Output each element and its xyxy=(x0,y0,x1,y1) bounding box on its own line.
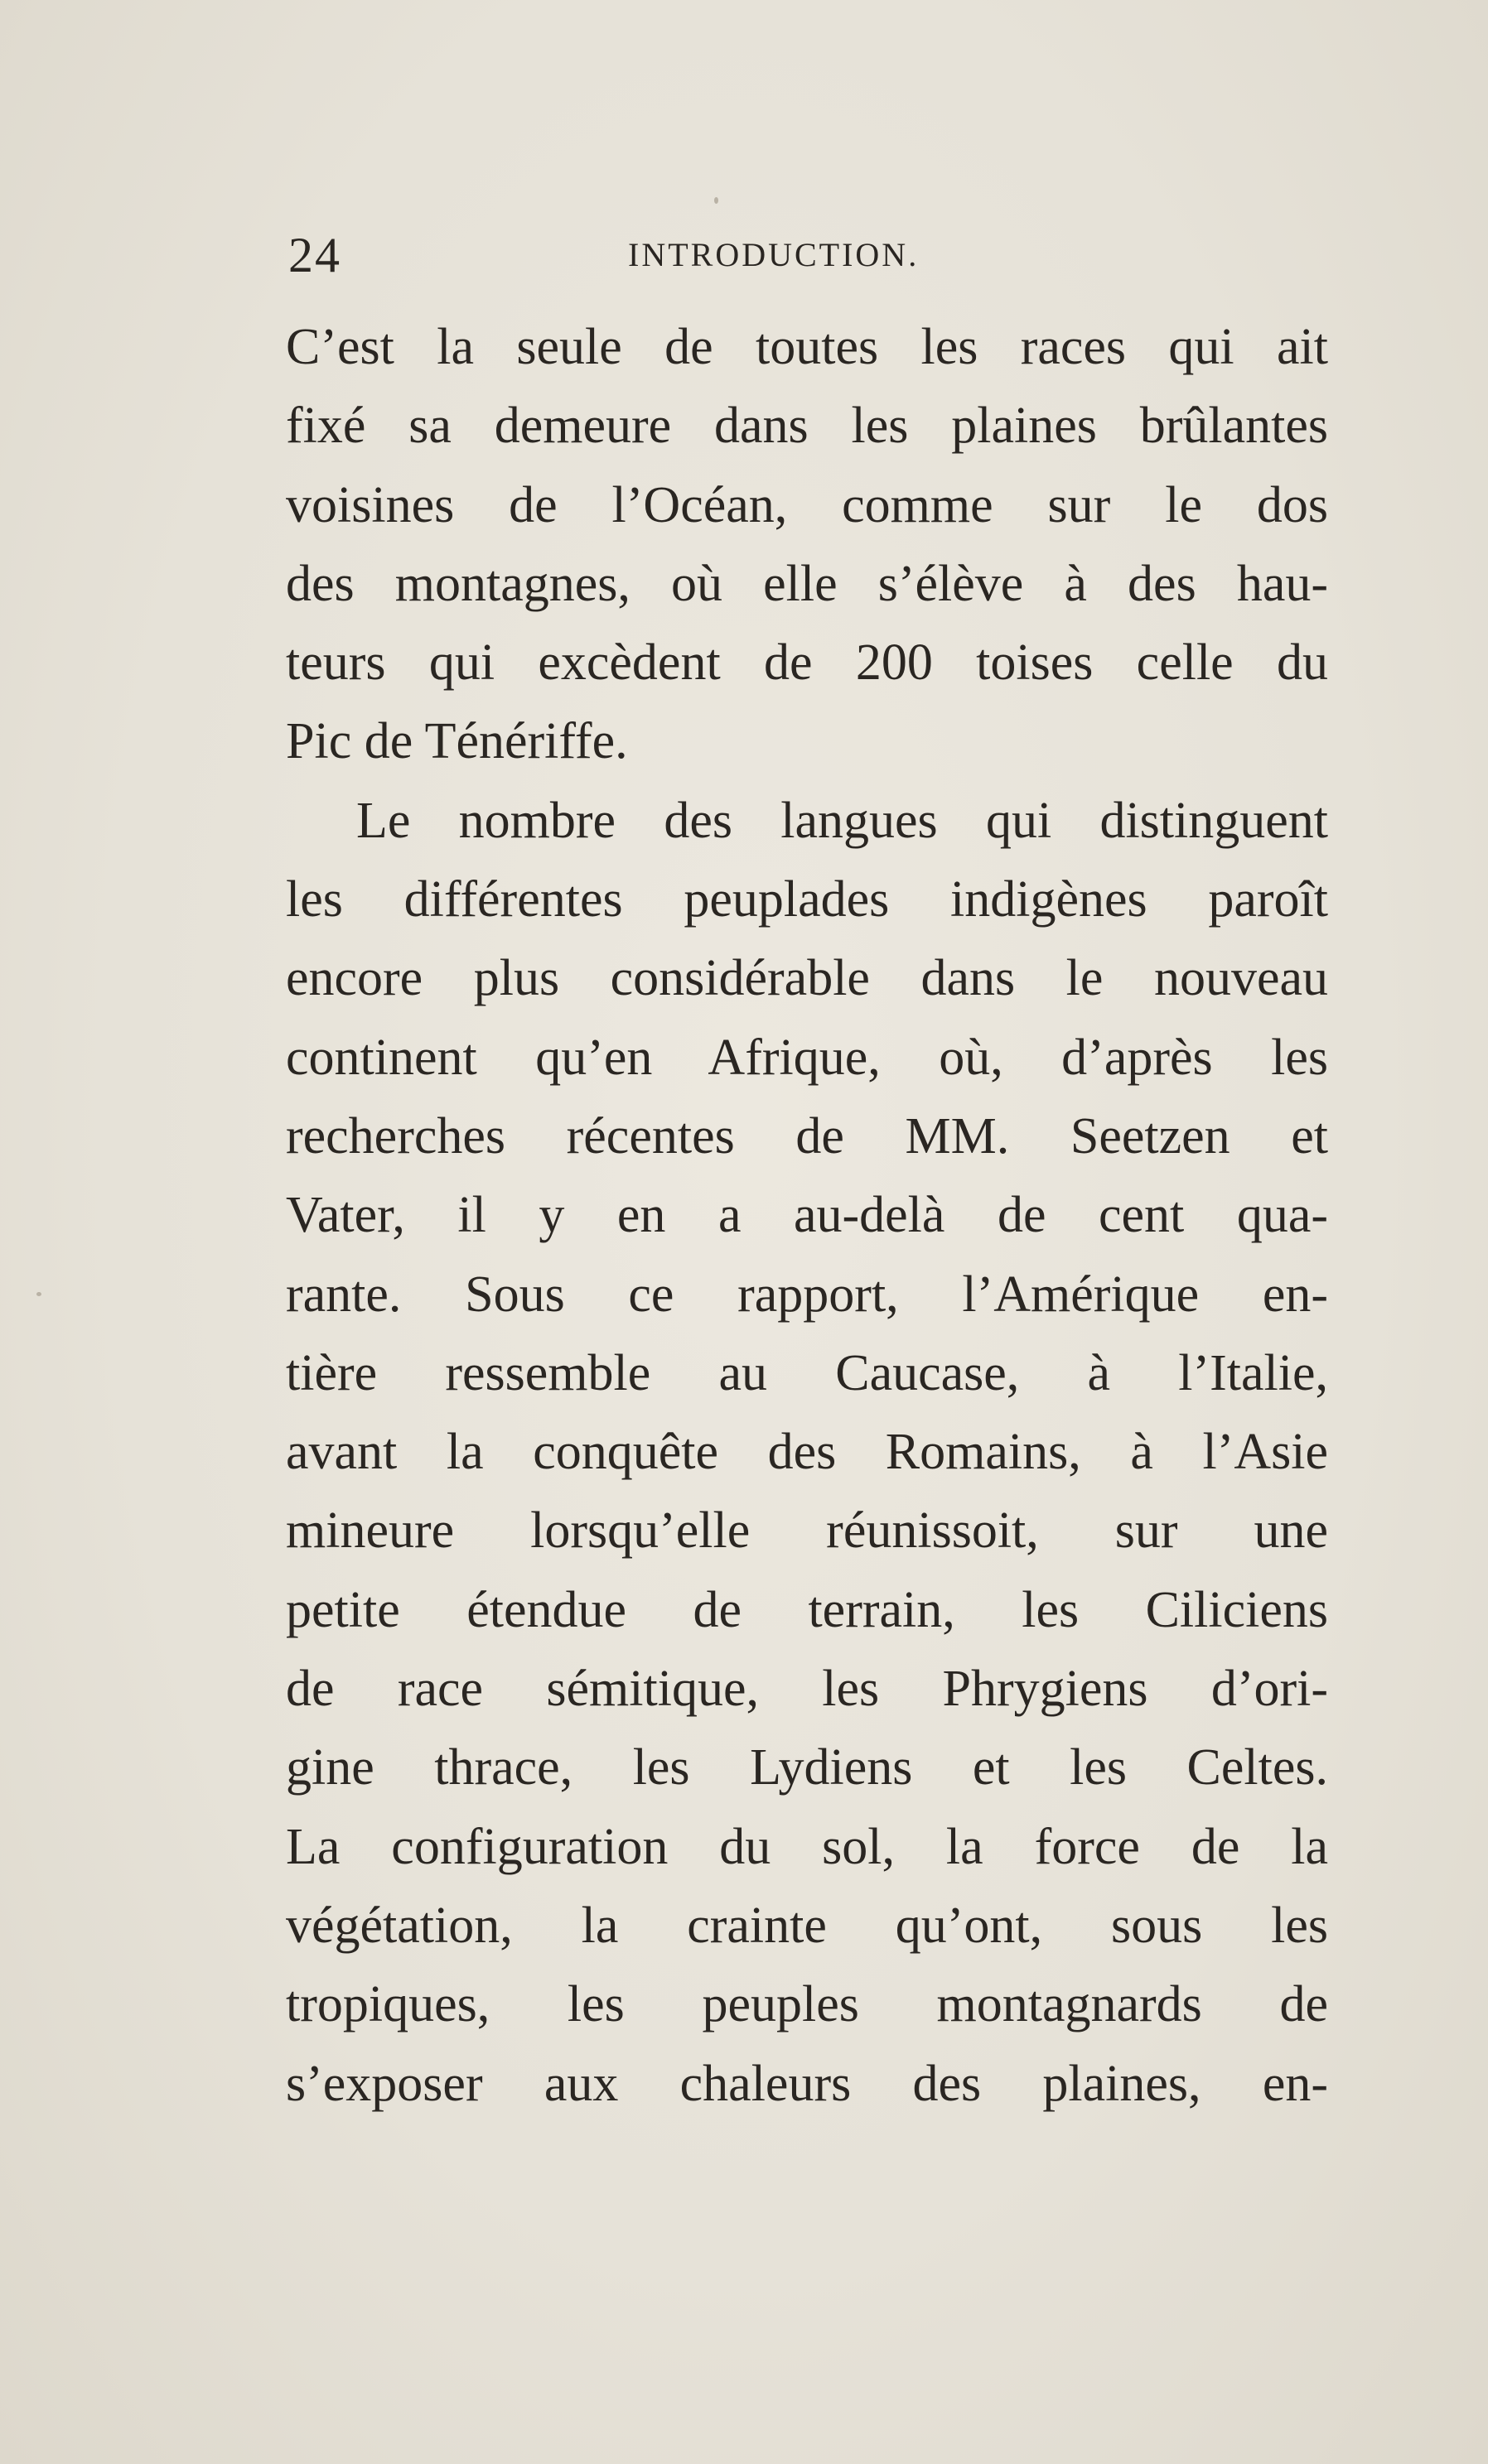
text-line: s’exposer aux chaleurs des plaines, en- xyxy=(286,2055,1328,2112)
running-head xyxy=(288,222,1341,288)
text-line: avant la conquête des Romains, à l’Asie xyxy=(286,1424,1328,1481)
text-line: Pic de Ténériffe. xyxy=(286,713,628,770)
text-line: petite étendue de terrain, les Ciliciens xyxy=(286,1581,1328,1638)
paper-speck xyxy=(36,1292,41,1296)
paper-speck xyxy=(714,197,718,204)
page-number: 24 xyxy=(288,228,341,282)
text-line: voisines de l’Océan, comme sur le dos xyxy=(286,476,1328,533)
running-head-title: INTRODUCTION. xyxy=(628,236,920,273)
text-line: Le nombre des langues qui distinguent xyxy=(356,792,1328,849)
text-line: gine thrace, les Lydiens et les Celtes. xyxy=(286,1739,1328,1796)
text-line: de race sémitique, les Phrygiens d’ori- xyxy=(286,1661,1328,1718)
text-line: végétation, la crainte qu’ont, sous les xyxy=(286,1897,1328,1954)
text-line: des montagnes, où elle s’élève à des hau- xyxy=(286,555,1328,612)
text-line: C’est la seule de toutes les races qui ait xyxy=(286,319,1328,375)
text-line: teurs qui excèdent de 200 toises celle du xyxy=(286,634,1328,692)
text-line: encore plus considérable dans le nouveau xyxy=(286,950,1328,1007)
text-line: La configuration du sol, la force de la xyxy=(286,1818,1328,1875)
text-line: Vater, il y en a au-delà de cent qua- xyxy=(286,1187,1328,1244)
text-line: recherches récentes de MM. Seetzen et xyxy=(286,1107,1328,1164)
text-line: tière ressemble au Caucase, à l’Italie, xyxy=(286,1344,1328,1401)
text-line: mineure lorsqu’elle réunissoit, sur une xyxy=(286,1502,1328,1560)
text-line: les différentes peuplades indigènes paroît xyxy=(286,871,1328,928)
text-line: fixé sa demeure dans les plaines brûlantes xyxy=(286,398,1328,455)
text-line: rante. Sous ce rapport, l’Amérique en- xyxy=(286,1266,1328,1323)
text-line: continent qu’en Afrique, où, d’après les xyxy=(286,1029,1328,1086)
text-line: tropiques, les peuples montagnards de xyxy=(286,1976,1328,2033)
body-text xyxy=(286,308,1328,2124)
